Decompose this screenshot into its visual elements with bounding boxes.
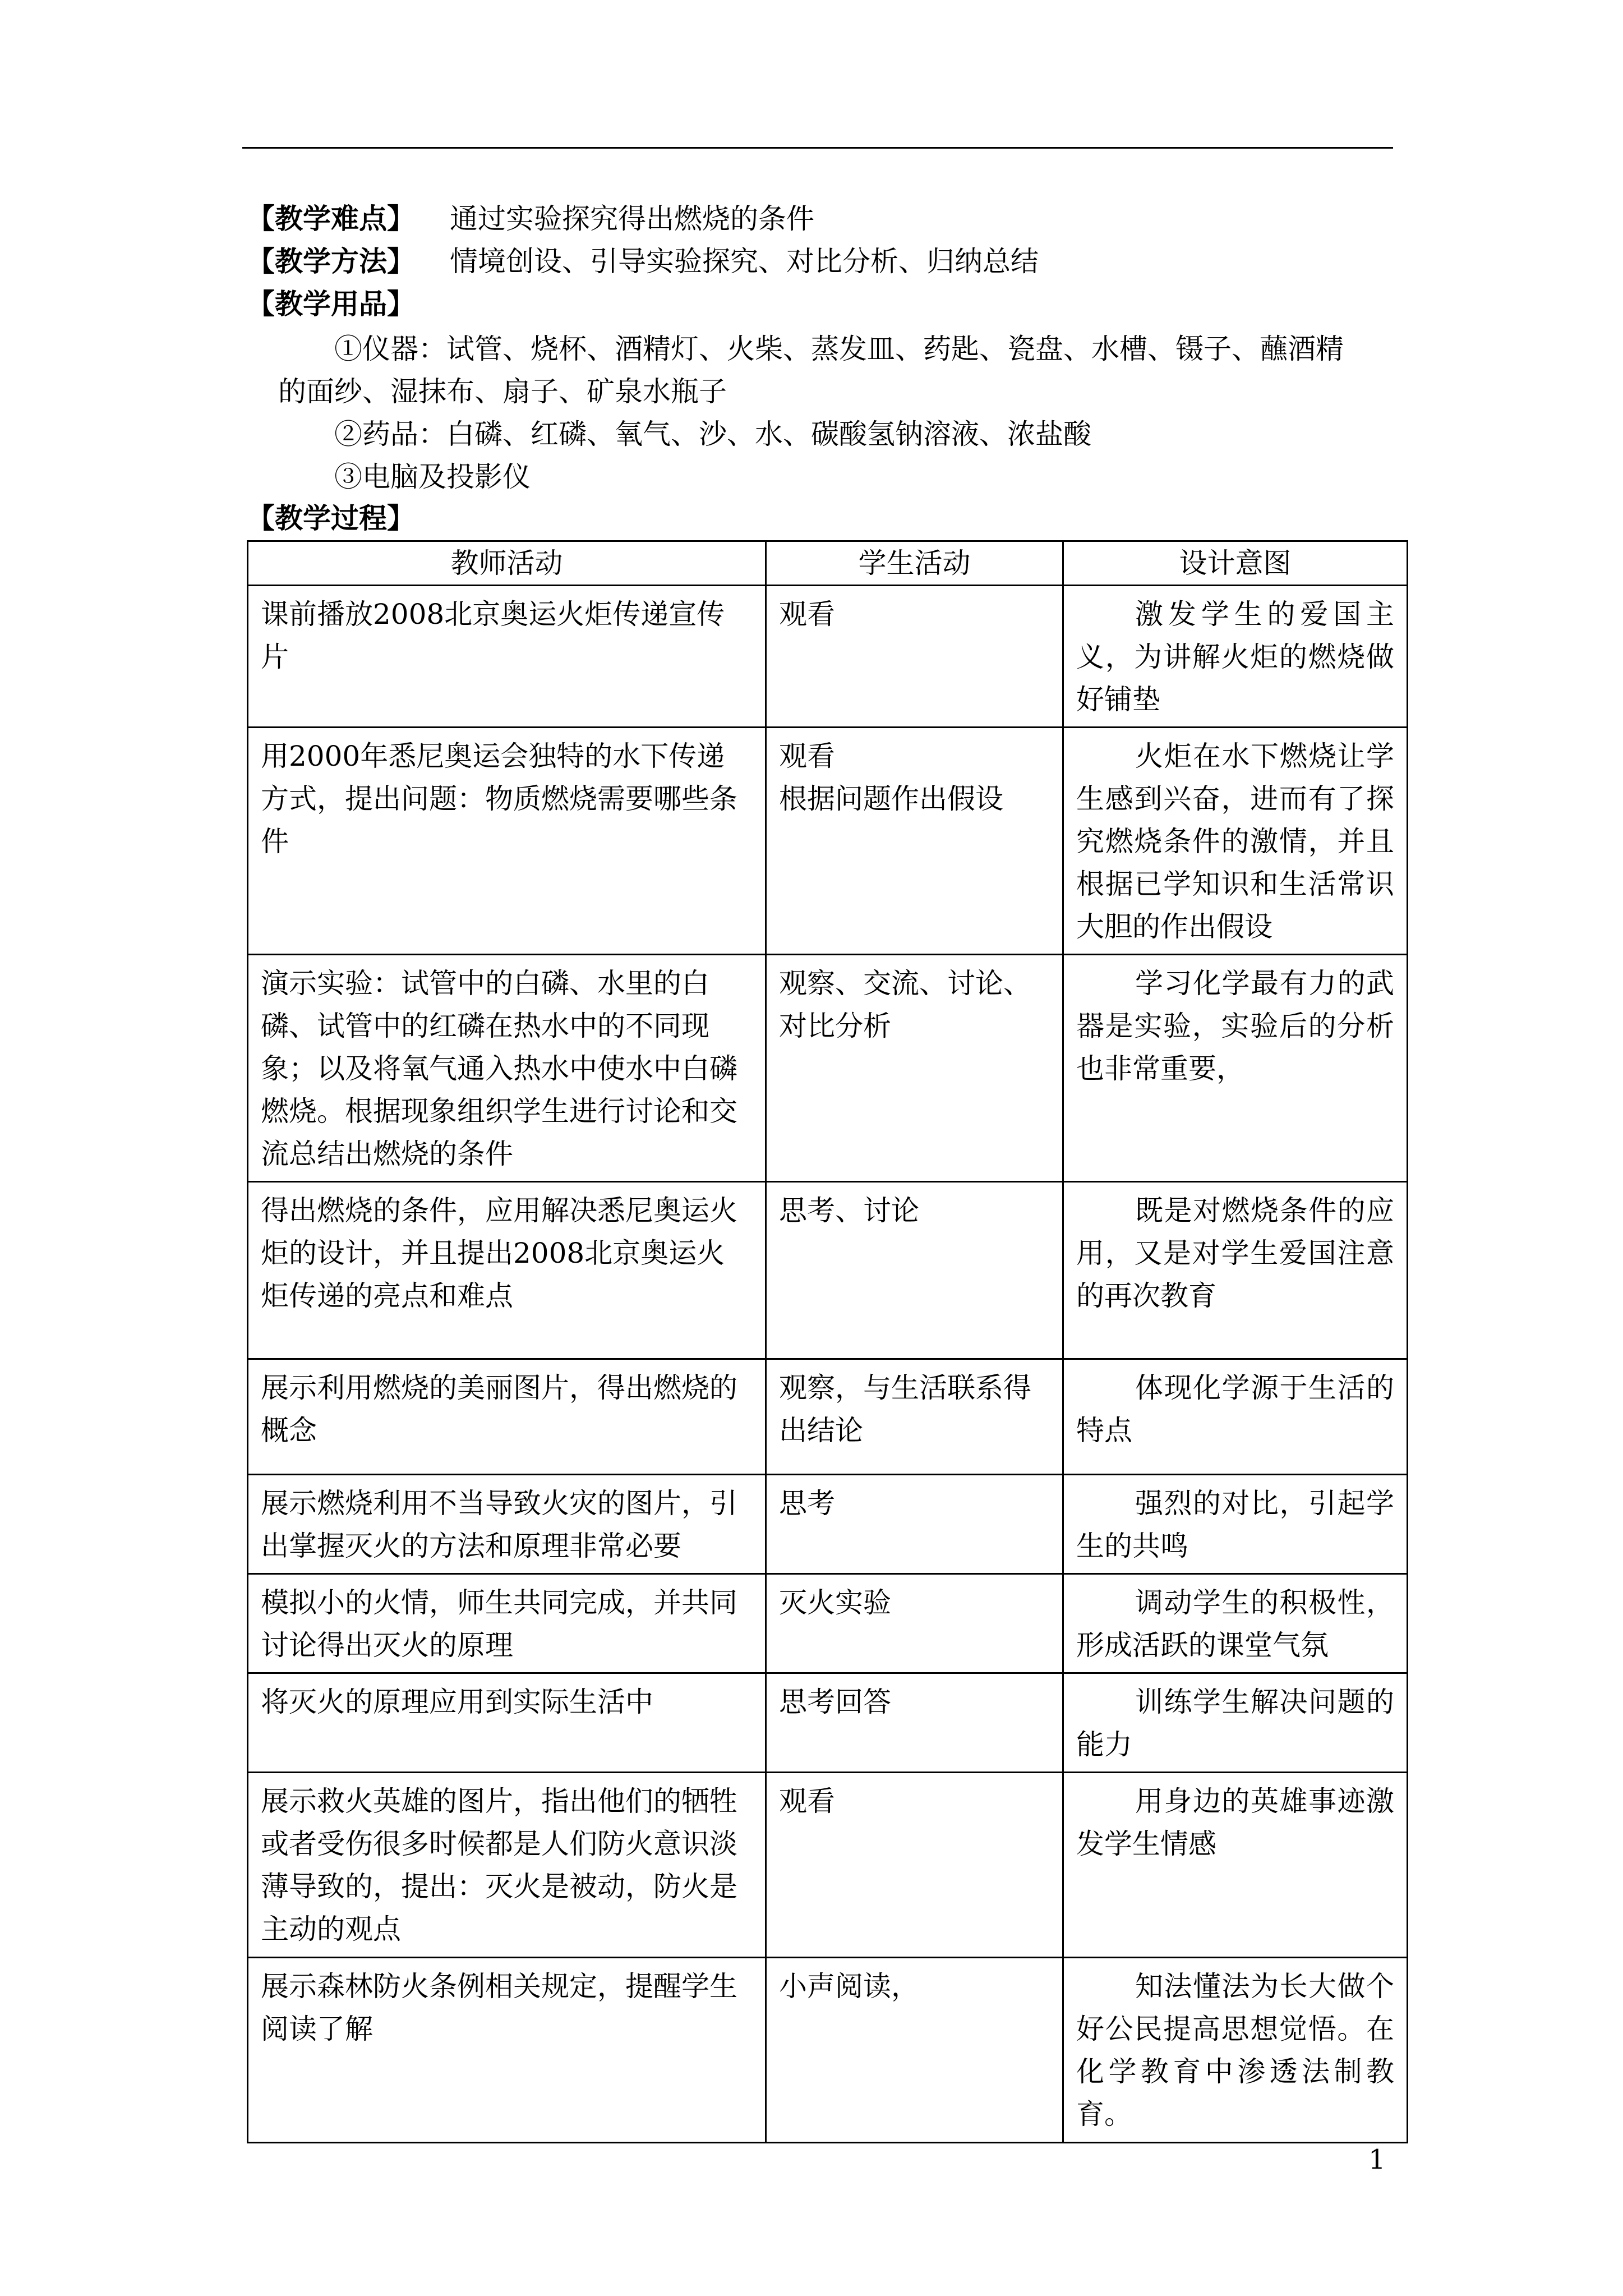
- supplies-label: 【教学用品】: [247, 287, 415, 320]
- table-row: [248, 1475, 1408, 1574]
- teacher-activity-cell: 展示利用燃烧的美丽图片，得出燃烧的概念: [248, 1359, 766, 1475]
- lesson-process-table: [247, 540, 1408, 2143]
- table-row: [248, 1773, 1408, 1958]
- design-intent-cell: 既是对燃烧条件的应用，又是对学生爱国注意的再次教育: [1063, 1182, 1408, 1359]
- design-intent-cell: 知法懂法为长大做个好公民提高思想觉悟。在化学教育中渗透法制教育。: [1063, 1958, 1408, 2143]
- design-intent-cell: 学习化学最有力的武器是实验，实验后的分析也非常重要，: [1063, 955, 1408, 1182]
- devices-line: ③电脑及投影仪: [334, 461, 531, 493]
- table-row: [248, 1574, 1408, 1673]
- student-activity-line: 根据问题作出假设: [779, 783, 1003, 815]
- design-intent-cell: 强烈的对比，引起学生的共鸣: [1063, 1475, 1408, 1574]
- teacher-activity-cell: 用2000年悉尼奥运会独特的水下传递方式，提出问题：物质燃烧需要哪些条件: [248, 728, 766, 955]
- student-activity-cell: 灭火实验: [766, 1574, 1063, 1673]
- method-label: 【教学方法】: [247, 245, 415, 278]
- difficulty-text: 通过实验探究得出燃烧的条件: [450, 203, 814, 235]
- teacher-activity-cell: 演示实验：试管中的白磷、水里的白磷、试管中的红磷在热水中的不同现象；以及将氧气通入热水中使水中白磷燃烧。根据现象组织学生进行讨论和交流总结出燃烧的条件: [248, 955, 766, 1182]
- table-header-row: [248, 541, 1408, 586]
- teacher-activity-cell: 课前播放2008北京奥运火炬传递宣传片: [248, 586, 766, 728]
- student-activity-cell: [766, 728, 1063, 955]
- table-row: [248, 586, 1408, 728]
- student-activity-cell: 观察，与生活联系得出结论: [766, 1359, 1063, 1475]
- method-text: 情境创设、引导实验探究、对比分析、归纳总结: [450, 245, 1039, 278]
- table-row: [248, 955, 1408, 1182]
- table-row: [248, 1958, 1408, 2143]
- method-line: [247, 240, 1039, 283]
- student-activity-cell: 观察、交流、讨论、对比分析: [766, 955, 1063, 1182]
- header-design-intent: 设计意图: [1063, 541, 1408, 586]
- supplies-line: [247, 283, 415, 325]
- student-activity-cell: 思考回答: [766, 1673, 1063, 1773]
- teacher-activity-cell: 得出燃烧的条件，应用解决悉尼奥运火炬的设计，并且提出2008北京奥运火炬传递的亮点和难点: [248, 1182, 766, 1359]
- chemicals-line: ②药品：白磷、红磷、氧气、沙、水、碳酸氢钠溶液、浓盐酸: [334, 418, 1091, 450]
- design-intent-cell: 火炬在水下燃烧让学生感到兴奋，进而有了探究燃烧条件的激情，并且根据已学知识和生活常识大胆的作出假设: [1063, 728, 1408, 955]
- design-intent-cell: 训练学生解决问题的能力: [1063, 1673, 1408, 1773]
- teacher-activity-cell: 展示救火英雄的图片，指出他们的牺牲或者受伤很多时候都是人们防火意识淡薄导致的，提出：灭火是被动，防火是主动的观点: [248, 1773, 766, 1958]
- teacher-activity-cell: 展示森林防火条例相关规定，提醒学生阅读了解: [248, 1958, 766, 2143]
- student-activity-cell: 观看: [766, 586, 1063, 728]
- table-row: [248, 728, 1408, 955]
- header-student-activity: 学生活动: [766, 541, 1063, 586]
- teacher-activity-cell: 模拟小的火情，师生共同完成，并共同讨论得出灭火的原理: [248, 1574, 766, 1673]
- student-activity-cell: 小声阅读，: [766, 1958, 1063, 2143]
- design-intent-cell: 用身边的英雄事迹激发学生情感: [1063, 1773, 1408, 1958]
- student-activity-cell: 观看: [766, 1773, 1063, 1958]
- table-row: [248, 1182, 1408, 1359]
- teacher-activity-cell: 将灭火的原理应用到实际生活中: [248, 1673, 766, 1773]
- table-row: [248, 1673, 1408, 1773]
- process-label: 【教学过程】: [247, 501, 415, 535]
- student-activity-line: 观看: [779, 740, 835, 772]
- process-line: [247, 497, 415, 540]
- design-intent-cell: 体现化学源于生活的特点: [1063, 1359, 1408, 1475]
- instruments-line-1: ①仪器：试管、烧杯、酒精灯、火柴、蒸发皿、药匙、瓷盘、水槽、镊子、蘸酒精: [334, 333, 1344, 365]
- design-intent-cell: 调动学生的积极性，形成活跃的课堂气氛: [1063, 1574, 1408, 1673]
- difficulty-line: [247, 197, 814, 240]
- difficulty-label: 【教学难点】: [247, 202, 415, 235]
- header-rule: [242, 147, 1393, 149]
- header-teacher-activity: 教师活动: [248, 541, 766, 586]
- teacher-activity-cell: 展示燃烧利用不当导致火灾的图片，引出掌握灭火的方法和原理非常必要: [248, 1475, 766, 1574]
- page-number: 1: [1368, 2144, 1386, 2175]
- student-activity-cell: 思考: [766, 1475, 1063, 1574]
- student-activity-cell: 思考、讨论: [766, 1182, 1063, 1359]
- instruments-line-2: 的面纱、湿抹布、扇子、矿泉水瓶子: [278, 375, 727, 408]
- table-row: [248, 1359, 1408, 1475]
- design-intent-cell: 激发学生的爱国主义，为讲解火炬的燃烧做好铺垫: [1063, 586, 1408, 728]
